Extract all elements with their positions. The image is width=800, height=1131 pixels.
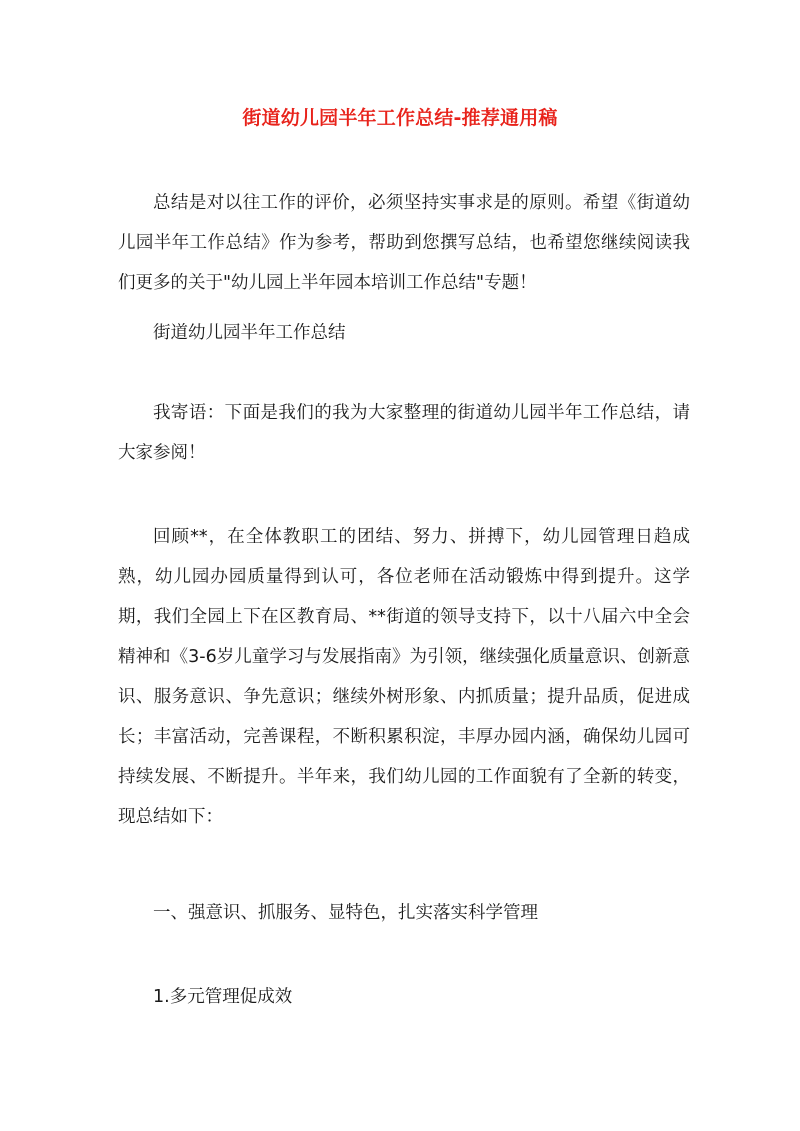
intro-paragraph: 总结是对以往工作的评价，必须坚持实事求是的原则。希望《街道幼儿园半年工作总结》作为参考，帮助到您撰写总结，也希望您继续阅读我们更多的关于"幼儿园上半年园本培训工作总结"专题！	[118, 193, 690, 293]
document-title: 街道幼儿园半年工作总结-推荐通用稿	[242, 107, 558, 129]
subtitle-paragraph: 街道幼儿园半年工作总结	[153, 323, 346, 343]
review-paragraph: 回顾**，在全体教职工的团结、努力、拼搏下，幼儿园管理日趋成熟，幼儿园办园质量得到认可，各位老师在活动锻炼中得到提升。这学期，我们全园上下在区教育局、**街道的领导支持下，以十八届六中全会精神和《3-6岁儿童学习与发展指南》为引领，继续强化质量意识、创新意识、服务意识、争先意识；继续外树形象、内抓质量；提升品质，促进成长；丰富活动，完善课程，不断积累积淀，丰厚办园内涵，确保幼儿园可持续发展、不断提升。半年来，我们幼儿园的工作面貌有了全新的转变，现总结如下：	[118, 527, 690, 827]
note-paragraph: 我寄语：下面是我们的我为大家整理的街道幼儿园半年工作总结，请大家参阅！	[118, 403, 690, 463]
section-heading-1: 一、强意识、抓服务、显特色，扎实落实科学管理	[153, 903, 538, 923]
subsection-heading-1-1: 1.多元管理促成效	[153, 987, 293, 1007]
